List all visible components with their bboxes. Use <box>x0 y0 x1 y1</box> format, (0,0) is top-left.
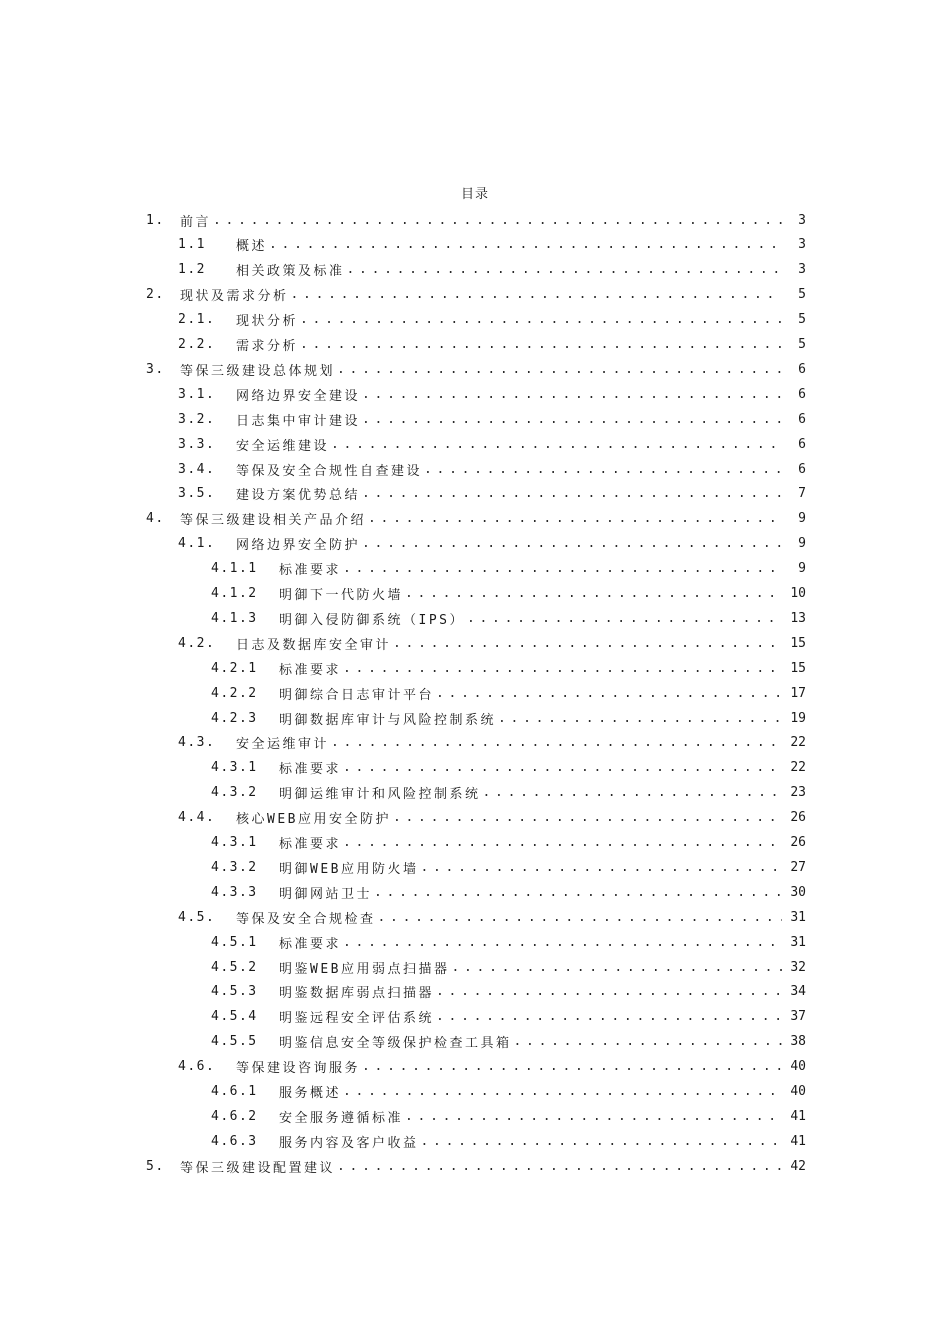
toc-entry[interactable] <box>178 731 806 755</box>
dot-leader <box>393 810 782 825</box>
dot-leader <box>331 735 782 750</box>
toc-entry[interactable] <box>211 1005 806 1029</box>
toc-entry-page-number: 26 <box>790 810 806 826</box>
toc-entry[interactable] <box>211 1104 806 1128</box>
toc-entry-number: 4.3.1 <box>211 835 258 850</box>
toc-entry-page-number: 13 <box>790 610 806 626</box>
toc-entry[interactable] <box>178 457 806 481</box>
toc-entry-label: 明御数据库审计与风险控制系统 <box>279 712 497 728</box>
dot-leader <box>343 760 782 775</box>
toc-entry-number: 3.1. <box>178 386 216 402</box>
toc-entry[interactable] <box>178 258 806 282</box>
toc-entry-number: 4.6.1 <box>211 1084 258 1099</box>
dot-leader <box>300 312 782 327</box>
toc-entry[interactable] <box>178 806 806 830</box>
toc-entry[interactable] <box>178 233 806 257</box>
dot-leader <box>436 686 782 701</box>
toc-entry-label: 明御下一代防火墙 <box>279 588 404 603</box>
toc-entry[interactable] <box>211 706 806 730</box>
toc-entry-label: 标准要求 <box>279 837 342 852</box>
toc-entry-label: 明鉴远程安全评估系统 <box>279 1011 435 1027</box>
toc-entry-number: 4.5. <box>178 909 216 925</box>
toc-entry-number: 1. <box>146 212 165 228</box>
toc-entry[interactable] <box>211 955 806 979</box>
toc-entry-page-number: 27 <box>790 859 806 875</box>
toc-entry-label: 安全运维建设 <box>236 438 330 454</box>
toc-entry-number: 4.2.2 <box>211 685 258 701</box>
toc-entry-number: 4.1. <box>178 536 216 552</box>
toc-entry-number: 5. <box>146 1158 165 1174</box>
toc-entry-number: 4.3.2 <box>211 859 258 875</box>
toc-entry[interactable] <box>211 606 806 630</box>
dot-leader <box>436 984 782 999</box>
dot-leader <box>362 387 782 402</box>
toc-entry-label: 服务内容及客户收益 <box>279 1135 419 1151</box>
dot-leader <box>451 960 782 975</box>
toc-entry-label: 安全服务遵循标准 <box>279 1110 404 1126</box>
toc-entry[interactable] <box>146 1154 806 1178</box>
toc-entry-number: 4.6. <box>178 1059 216 1075</box>
toc-entry-number: 2.1. <box>178 312 216 328</box>
toc-entry-label: 等保及安全合规检查 <box>236 911 376 927</box>
toc-entry[interactable] <box>211 980 806 1004</box>
dot-leader <box>337 362 782 377</box>
toc-entry-page-number: 9 <box>798 536 806 552</box>
toc-entry-page-number: 40 <box>790 1084 806 1099</box>
toc-entry-page-number: 6 <box>798 361 806 377</box>
toc-entry-label: 标准要求 <box>279 936 342 952</box>
toc-entry-label: 明御综合日志审计平台 <box>279 687 435 703</box>
toc-entry[interactable] <box>178 1055 806 1079</box>
toc-entry[interactable] <box>178 407 806 431</box>
dot-leader <box>343 935 782 950</box>
toc-entry[interactable] <box>178 631 806 655</box>
dot-leader <box>362 1059 782 1074</box>
toc-entry-label: 现状分析 <box>236 314 299 330</box>
toc-entry-page-number: 38 <box>790 1034 806 1050</box>
dot-leader <box>421 1134 782 1149</box>
dot-leader <box>269 237 782 252</box>
toc-entry-page-number: 31 <box>790 934 806 950</box>
toc-entry-number: 4.5.3 <box>211 984 258 1000</box>
toc-entry[interactable] <box>178 308 806 332</box>
dot-leader <box>362 486 782 501</box>
toc-entry-label: 等保及安全合规性自查建设 <box>236 463 423 479</box>
toc-entry-label: 安全运维审计 <box>236 737 330 753</box>
toc-entry-page-number: 26 <box>790 835 806 850</box>
toc-entry[interactable] <box>211 582 806 606</box>
toc-entry-page-number: 9 <box>798 561 806 577</box>
toc-entry-page-number: 15 <box>790 660 806 676</box>
dot-leader <box>343 561 782 576</box>
dot-leader <box>343 661 782 676</box>
toc-entry-label: 日志集中审计建设 <box>236 413 361 429</box>
dot-leader <box>213 213 782 228</box>
toc-entry[interactable] <box>146 283 806 307</box>
toc-entry-page-number: 15 <box>790 635 806 651</box>
toc-entry-page-number: 22 <box>790 760 806 776</box>
toc-entry-number: 4.5.4 <box>211 1009 258 1025</box>
toc-entry[interactable] <box>146 357 806 381</box>
toc-entry-number: 3. <box>146 361 165 377</box>
toc-entry-number: 4.5.5 <box>211 1034 258 1050</box>
toc-entry-label: 等保三级建设配置建议 <box>180 1160 336 1176</box>
toc-entry-page-number: 5 <box>798 287 806 303</box>
toc-entry-number: 4. <box>146 511 165 527</box>
toc-entry-label: 服务概述 <box>279 1086 342 1101</box>
toc-entry[interactable] <box>211 855 806 879</box>
toc-entry-label: 网络边界安全防护 <box>236 538 361 554</box>
toc-entry-page-number: 3 <box>798 212 806 228</box>
toc-entry-number: 3.2. <box>178 411 216 427</box>
dot-leader <box>300 337 782 352</box>
dot-leader <box>436 1009 782 1024</box>
toc-entry-label: 建设方案优势总结 <box>236 488 361 504</box>
toc-entry-page-number: 9 <box>798 511 806 527</box>
toc-entry-page-number: 5 <box>798 312 806 328</box>
toc-entry[interactable] <box>178 333 806 357</box>
toc-entry[interactable] <box>178 482 806 506</box>
dot-leader <box>467 611 782 626</box>
toc-entry-label: 日志及数据库安全审计 <box>236 637 392 653</box>
toc-entry-label: 标准要求 <box>279 563 342 579</box>
toc-entry[interactable] <box>211 1030 806 1054</box>
dot-leader <box>393 636 782 651</box>
toc-entry-page-number: 41 <box>790 1108 806 1124</box>
toc-entry-number: 4.6.2 <box>211 1108 258 1124</box>
toc-entry-page-number: 30 <box>790 884 806 900</box>
toc-entry-number: 4.5.2 <box>211 959 258 975</box>
toc-entry-label: 等保三级建设相关产品介绍 <box>180 513 367 529</box>
dot-leader <box>405 586 782 601</box>
toc-entry-label: 等保建设咨询服务 <box>236 1061 361 1077</box>
toc-entry-page-number: 5 <box>798 337 806 352</box>
dot-leader <box>420 860 782 875</box>
toc-entry-number: 2. <box>146 287 165 303</box>
toc-entry-number: 4.2.1 <box>211 660 258 676</box>
toc-entry[interactable] <box>211 781 806 805</box>
toc-entry-number: 4.3.3 <box>211 884 258 900</box>
toc-entry[interactable] <box>211 930 806 954</box>
dot-leader <box>362 536 782 551</box>
dot-leader <box>405 1109 782 1124</box>
dot-leader <box>374 885 782 900</box>
toc-entry-label: 前言 <box>180 214 212 230</box>
toc-entry-number: 3.3. <box>178 436 216 452</box>
dot-leader <box>343 835 782 850</box>
toc-entry-page-number: 19 <box>790 710 806 726</box>
toc-entry-page-number: 32 <box>790 959 806 975</box>
dot-leader <box>362 412 782 427</box>
toc-entry-page-number: 17 <box>790 685 806 701</box>
toc-entry-number: 4.3.1 <box>211 760 258 776</box>
toc-entry-label: 现状及需求分析 <box>180 289 289 305</box>
toc-entry-number: 4.1.2 <box>211 586 258 601</box>
dot-leader <box>368 511 782 526</box>
toc-entry-number: 4.3. <box>178 735 216 751</box>
toc-entry[interactable] <box>211 1080 806 1104</box>
toc-entry-page-number: 40 <box>790 1059 806 1075</box>
toc-entry-page-number: 37 <box>790 1009 806 1025</box>
toc-entry-label: 相关政策及标准 <box>236 264 345 280</box>
toc-entry-label: 明御运维审计和风险控制系统 <box>279 787 481 803</box>
toc-entry-page-number: 3 <box>798 237 806 253</box>
toc-entry[interactable] <box>211 880 806 904</box>
dot-leader <box>424 462 782 477</box>
toc-title: 目录 <box>460 187 489 202</box>
toc-entry-number: 3.4. <box>178 461 216 477</box>
toc-entry-number: 1.2 <box>178 262 206 278</box>
dot-leader <box>498 711 782 726</box>
toc-entry[interactable] <box>146 507 806 531</box>
toc-entry-page-number: 6 <box>798 386 806 402</box>
toc-entry-page-number: 6 <box>798 461 806 477</box>
toc-entry-number: 4.2.3 <box>211 710 258 726</box>
toc-entry-label: 明御WEB应用防火墙 <box>279 861 419 877</box>
toc-entry-page-number: 41 <box>790 1133 806 1149</box>
toc-entry-page-number: 34 <box>790 984 806 1000</box>
toc-entry-label: 等保三级建设总体规划 <box>180 363 336 379</box>
toc-entry-number: 2.2. <box>178 337 216 352</box>
toc-entry-page-number: 22 <box>790 735 806 751</box>
toc-entry-page-number: 31 <box>790 909 806 925</box>
dot-leader <box>331 437 782 452</box>
toc-entry-label: 概述 <box>236 239 268 255</box>
toc-entry-page-number: 23 <box>790 785 806 801</box>
toc-entry[interactable] <box>178 432 806 456</box>
toc-entry[interactable] <box>146 208 806 232</box>
toc-entry-label: 明鉴WEB应用弱点扫描器 <box>279 961 450 977</box>
toc-entry[interactable] <box>178 532 806 556</box>
toc-entry-number: 4.3.2 <box>211 785 258 801</box>
toc-entry[interactable] <box>211 557 806 581</box>
dot-leader <box>483 785 782 800</box>
toc-entry[interactable] <box>211 656 806 680</box>
toc-entry-number: 1.1 <box>178 237 206 253</box>
dot-leader <box>343 1084 782 1099</box>
dot-leader <box>514 1034 782 1049</box>
toc-entry-page-number: 42 <box>790 1158 806 1174</box>
toc-entry-number: 4.5.1 <box>211 934 258 950</box>
toc-entry-page-number: 10 <box>790 586 806 601</box>
toc-entry-number: 4.1.1 <box>211 561 258 577</box>
toc-entry-number: 4.4. <box>178 810 216 826</box>
dot-leader <box>347 262 782 277</box>
toc-entry-label: 网络边界安全建设 <box>236 388 361 404</box>
toc-entry[interactable] <box>178 905 806 929</box>
toc-entry-label: 明鉴数据库弱点扫描器 <box>279 986 435 1002</box>
toc-entry-page-number: 7 <box>798 486 806 502</box>
toc-entry-label: 核心WEB应用安全防护 <box>236 812 391 828</box>
toc-entry-label: 明御网站卫士 <box>279 886 373 902</box>
toc-entry-label: 明鉴信息安全等级保护检查工具箱 <box>279 1036 512 1052</box>
toc-entry-number: 4.2. <box>178 635 216 651</box>
toc-entry-page-number: 6 <box>798 411 806 427</box>
toc-entry[interactable] <box>211 831 806 855</box>
toc-entry-label: 明御入侵防御系统（IPS） <box>279 612 465 628</box>
toc-entry-number: 4.6.3 <box>211 1133 258 1149</box>
toc-entry[interactable] <box>211 756 806 780</box>
toc-entry[interactable] <box>211 1129 806 1153</box>
toc-entry-number: 4.1.3 <box>211 610 258 626</box>
toc-entry-page-number: 6 <box>798 436 806 452</box>
toc-entry-label: 需求分析 <box>236 339 299 354</box>
toc-entry[interactable] <box>178 382 806 406</box>
toc-entry-page-number: 3 <box>798 262 806 278</box>
toc-entry-number: 3.5. <box>178 486 216 502</box>
toc-entry-label: 标准要求 <box>279 762 342 778</box>
dot-leader <box>337 1159 782 1174</box>
toc-entry[interactable] <box>211 681 806 705</box>
dot-leader <box>378 910 782 925</box>
toc-entry-label: 标准要求 <box>279 662 342 678</box>
dot-leader <box>291 287 782 302</box>
